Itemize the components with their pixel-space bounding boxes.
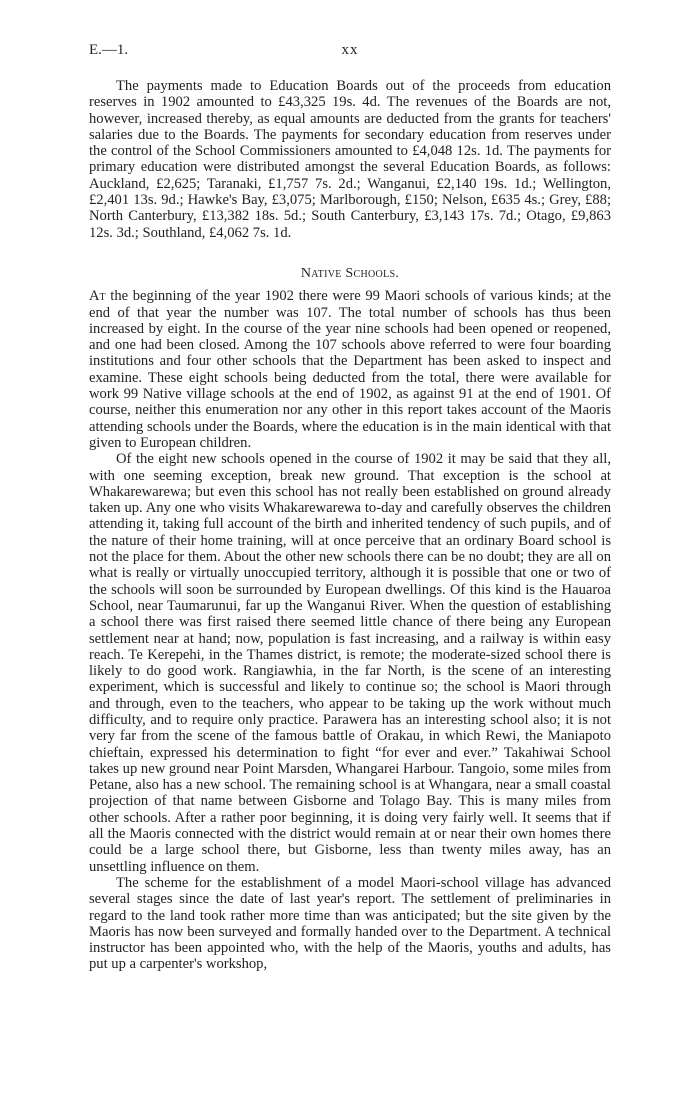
page-header — [89, 42, 611, 62]
body-text — [89, 78, 611, 973]
paragraph-education-reserves: The payments made to Education Boards out of the proceeds from education reserves in 1902 amounted to £43,325 19s. 4d. The revenues of the Boards are not, however, increased thereby, as equal amounts are deducted from the grants for teachers' salaries due to the Boards. The payments for secondary education from reserves under the control of the School Commissioners amounted to £4,048 12s. 1d. The payments for primary education were distributed amongst the several Education Boards, as follows: Auckland, £2,625; Taranaki, £1,757 7s. 2d.; Wanganui, £2,140 19s. 1d.; Wellington, £2,401 13s. 9d.; Hawke's Bay, £3,075; Marlborough, £150; Nelson, £635 4s.; Grey, £88; North Canterbury, £13,382 18s. 5d.; South Canterbury, £3,143 17s. 7d.; Otago, £9,863 12s. 3d.; Southland, £4,062 7s. 1d. — [89, 78, 611, 241]
section-heading-native-schools: Native Schools. — [300, 265, 400, 281]
paragraph-model-village: The scheme for the establishment of a model Maori-school village has advanced several stages since the date of last year's report. The settlement of preliminaries in regard to the land took rather more time than was anticipated; but the site given by the Maoris has now been surveyed and formally handed over to the Department. A technical instructor has been appointed who, with the help of the Maoris, youths and adults, has put up a carpenter's workshop, — [89, 874, 611, 973]
paragraph-lead-word: At — [89, 288, 106, 305]
paragraph-new-schools: Of the eight new schools opened in the course of 1902 it may be said that they all, with one seeming exception, break new ground. That exception is the school at Whakarewarewa; but even this school has not really been established on ground already taken up. Any one who visits Whakarewarewa to-day and carefully observes the children attending it, taking full account of the birth and inherited tendency of such pupils, and of the nature of their home training, will at once perceive that an ordinary Board school is not the place for them. About the other new schools there can be no doubt; they are all on what is really or virtually unoccupied territory, although it is possible that one or two of the schools will soon be surrounded by European dwellings. Of this kind is the Hauaroa School, near Taumarunui, far up the Wanganui River. When the question of establishing a school there was first raised there seemed little chance of there being any European settlement near at hand; now, population is fast increasing, and a railway is within easy reach. Te Kerepehi, in the Thames district, is remote; the moderate-sized school there is likely to do good work. Rangiawhia, in the far North, is the scene of an interesting experiment, which is successful and likely to continue so; the school is Maori through and through, even to the teachers, who appear to be taking up the work without much difficulty, and to require only practice. Parawera has an interesting school also; it is not very far from the scene of the famous battle of Orakau, in which Rewi, the Maniapoto chieftain, expressed his determination to fight “for ever and ever.” Takahiwai School takes up new ground near Point Marsden, Whangarei Harbour. Tangoio, some miles from Petane, also has a new school. The remaining school is at Whangara, near a small coastal projection of that name between Gisborne and Tolago Bay. This is many miles from other schools. After a rather poor beginning, it is doing very fairly well. It seems that if all the Maoris connected with the district would remain at or near their own homes there could be a large school there, but Gisborne, less than twenty miles away, has an unsettling influence on them. — [89, 451, 611, 875]
document-reference: E.—1. — [89, 42, 129, 58]
page-number: xx — [341, 42, 359, 58]
paragraph-native-schools-text: the beginning of the year 1902 there were 99 Maori schools of various kinds; at the end of that year the number was 107. The total number of schools has thus been increased by eight. In the course of the year nine schools had been opened or reopened, and one had been closed. Among the 107 schools above referred to were four boarding institutions and four other schools that the Department has been asked to inspect and examine. These eight schools being deducted from the total, there were available for work 99 Native village schools at the end of 1902, as against 91 at the end of 1901. Of course, neither this enumeration nor any other in this report takes account of the Maoris attending schools under the Boards, where the education is in the main identical with that given to European children. — [89, 288, 611, 451]
paragraph-native-schools-count — [89, 288, 611, 451]
